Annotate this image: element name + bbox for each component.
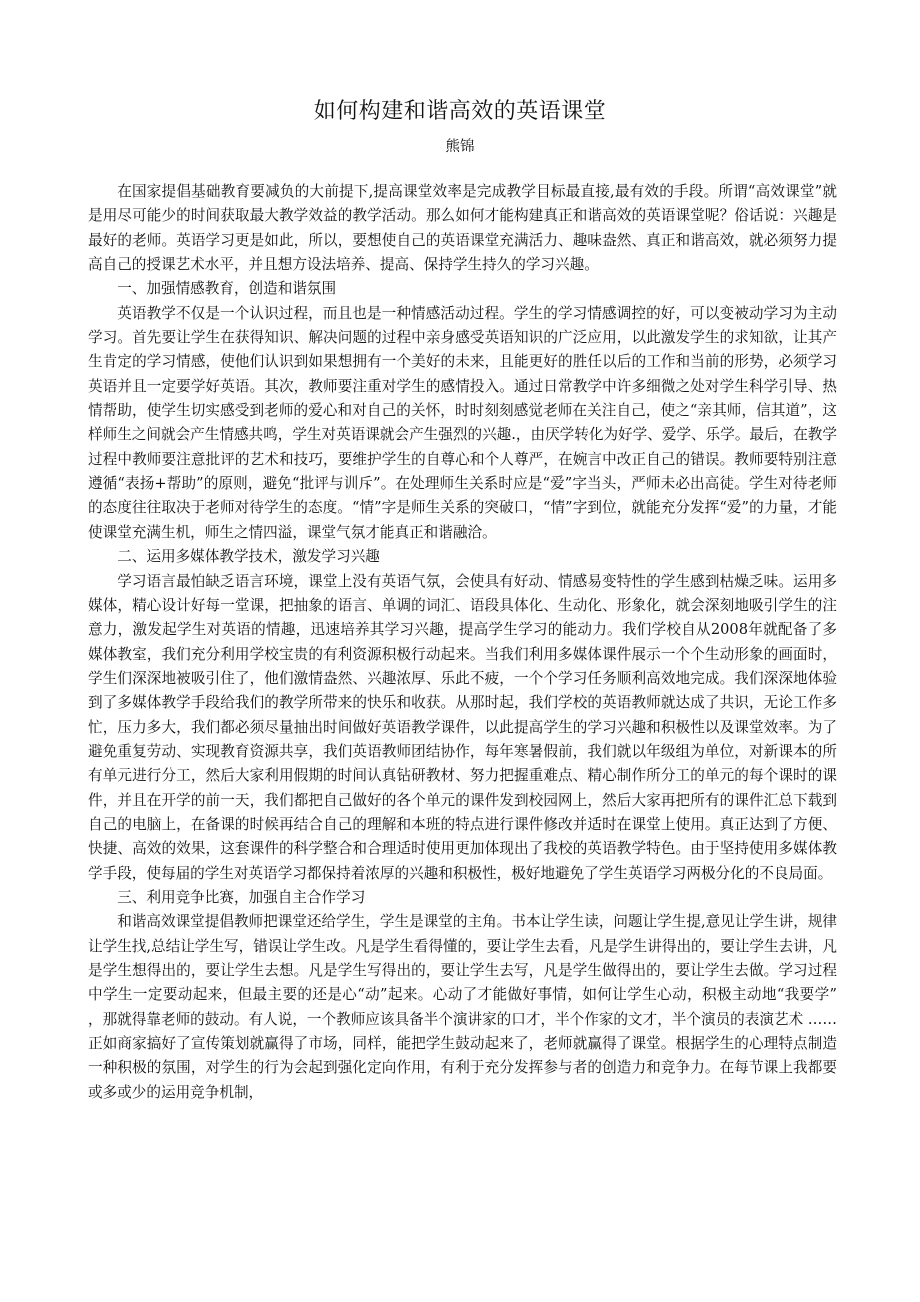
section-heading-1: 一、加强情感教育，创造和谐氛围	[117, 280, 337, 298]
section-3-paragraph: 和谐高效课堂提倡教师把课堂还给学生，学生是课堂的主角。书本让学生读，问题让学生提,意见让学生讲，规律让学生找,总结让学生写，错误让学生改。凡是学生看得懂的，要让学生去看，凡是学生讲得出的，要让学生去讲，凡是学生想得出的，要让学生去想。凡是学生写得出的，要让学生去写，凡是学生做得出的，要让学生去做。学习过程中学生一定要动起来，但最主要的还是心“动”起来。心动了才能做好事情，如何让学生心动，积极主动地“我要学” ，那就得靠老师的鼓动。有人说，一个教师应该具备半个演讲家的口才，半个作家的文才，半个演员的表演艺术 ……正如商家搞好了宣传策划就赢得了市场，同样，能把学生鼓动起来了，老师就赢得了课堂。根据学生的心理特点制造一种积极的氛围，对学生的行为会起到强化定向作用，有利于充分发挥参与者的创造力和竞争力。在每节课上我都要或多或少的运用竞争机制，	[88, 913, 837, 1101]
intro-paragraph: 在国家提倡基础教育要减负的大前提下,提高课堂效率是完成教学目标最直接,最有效的手段。所谓“高效课堂”就是用尽可能少的时间获取最大教学效益的教学活动。那么如何才能构建真正和谐高效的英语课堂呢？俗话说：兴趣是最好的老师。英语学习更是如此，所以，要想使自己的英语课堂充满活力、趣味盎然、真正和谐高效，就必须努力提高自己的授课艺术水平，并且想方设法培养、提高、保持学生持久的学习兴趣。	[88, 183, 837, 274]
section-2-paragraph: 学习语言最怕缺乏语言环境，课堂上没有英语气氛，会使具有好动、情感易变特性的学生感到枯燥乏味。运用多媒体，精心设计好每一堂课，把抽象的语言、单调的词汇、语段具体化、生动化、形象化，就会深刻地吸引学生的注意力，激发起学生对英语的情趣，迅速培养其学习兴趣，提高学生学习的能动力。我们学校自从2008年就配备了多媒体教室，我们充分利用学校宝贵的有利资源积极行动起来。当我们利用多媒体课件展示一个个生动形象的画面时，学生们深深地被吸引住了，他们激情盎然、兴趣浓厚、乐此不疲，一个个学习任务顺利高效地完成。我们深深地体验到了多媒体教学手段给我们的教学所带来的快乐和收获。从那时起，我们学校的英语教师就达成了共识，无论工作多忙，压力多大，我们都必须尽量抽出时间做好英语教学课件，以此提高学生的学习兴趣和积极性以及课堂效率。为了避免重复劳动、实现教育资源共享，我们英语教师团结协作，每年寒暑假前，我们就以年级组为单位，对新课本的所有单元进行分工，然后大家利用假期的时间认真钻研教材、努力把握重难点、精心制作所分工的单元的每个课时的课件，并且在开学的前一天，我们都把自己做好的各个单元的课件发到校园网上，然后大家再把所有的课件汇总下载到自己的电脑上，在备课的时候再结合自己的理解和本班的特点进行课件修改并适时在课堂上使用。真正达到了方便、快捷、高效的效果，这套课件的科学整合和合理适时使用更加体现出了我校的英语教学特色。由于坚持使用多媒体教学手段，使每届的学生对英语学习都保持着浓厚的兴趣和积极性，极好地避免了学生英语学习两极分化的不良局面。	[88, 572, 837, 882]
section-heading-2: 二、运用多媒体教学技术，激发学习兴趣	[117, 548, 380, 566]
section-1-paragraph: 英语教学不仅是一个认识过程，而且也是一种情感活动过程。学生的学习情感调控的好，可以变被动学习为主动学习。首先要让学生在获得知识、解决问题的过程中亲身感受英语知识的广泛应用，以此激发学生的求知欲，让其产生肯定的学习情感，使他们认识到如果想拥有一个美好的未来，且能更好的胜任以后的工作和当前的形势，必须学习英语并且一定要学好英语。其次，教师要注重对学生的感情投入。通过日常教学中许多细微之处对学生科学引导、热情帮助，使学生切实感受到老师的爱心和对自己的关怀，时时刻刻感觉老师在关注自己，使之“亲其师，信其道”，这样师生之间就会产生情感共鸣，学生对英语课就会产生强烈的兴趣.，由厌学转化为好学、爱学、乐学。最后，在教学过程中教师要注意批评的艺术和技巧，要维护学生的自尊心和个人尊严，在婉言中改正自己的错误。教师要特别注意遵循“表扬+帮助”的原则，避免“批评与训斥”。在处理师生关系时应是“爱”字当头，严师未必出高徒。学生对待老师的态度往往取决于老师对待学生的态度。“情”字是师生关系的突破口，“情”字到位，就能充分发挥“爱”的力量，才能使课堂充满生机，师生之情四溢，课堂气氛才能真正和谐融洽。	[88, 304, 837, 541]
section-heading-3: 三、利用竞争比赛，加强自主合作学习	[117, 888, 366, 906]
document-body	[88, 180, 837, 1105]
document-author: 熊锦	[445, 139, 475, 155]
document-title: 如何构建和谐高效的英语课堂	[313, 99, 607, 124]
